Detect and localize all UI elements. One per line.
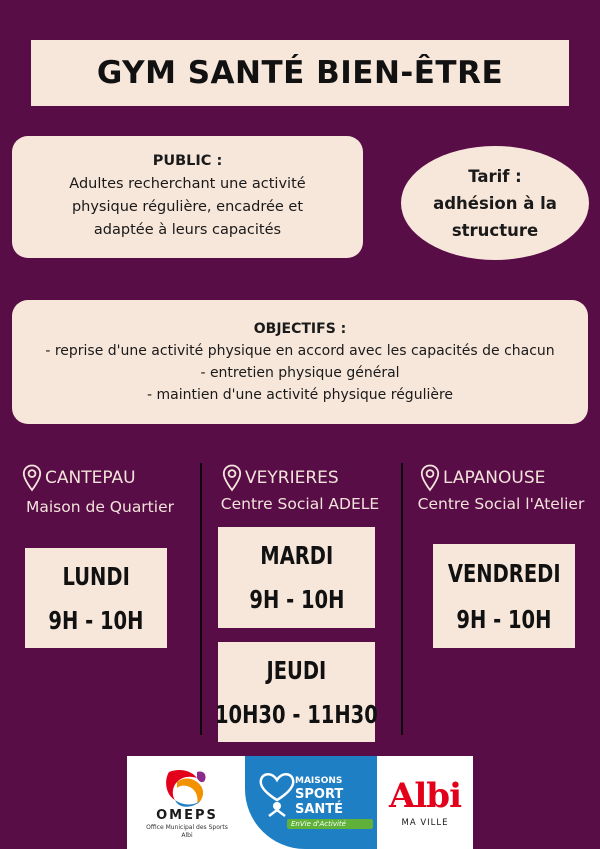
location-name: LAPANOUSE bbox=[443, 468, 546, 488]
location-veyrieres bbox=[222, 464, 339, 492]
tarif-line: adhésion à la bbox=[433, 193, 557, 213]
public-line: physique régulière, encadrée et bbox=[71, 199, 304, 215]
albi-sub: MA VILLE bbox=[401, 818, 449, 828]
public-line: Adultes recherchant une activité bbox=[69, 176, 306, 192]
albi-name: Albi bbox=[389, 776, 461, 816]
tarif-line: structure bbox=[451, 220, 539, 240]
objectifs-line: - entretien physique général bbox=[200, 365, 400, 381]
session-day: MARDI bbox=[260, 540, 333, 570]
session-time: 10H30 - 11H30 bbox=[215, 699, 378, 729]
public-heading: PUBLIC : bbox=[152, 153, 223, 169]
location-place: Maison de Quartier bbox=[26, 498, 174, 516]
location-pin-icon bbox=[420, 464, 440, 492]
session-time: 9H - 10H bbox=[48, 605, 144, 635]
location-place: Centre Social l'Atelier bbox=[417, 495, 585, 513]
omeps-city: Albi bbox=[181, 832, 193, 839]
tarif-oval bbox=[401, 146, 589, 260]
location-pin-icon bbox=[22, 464, 42, 492]
location-cantepau bbox=[22, 464, 136, 492]
session-day: VENDREDI bbox=[447, 558, 561, 588]
location-lapanouse bbox=[420, 464, 545, 492]
omeps-emblem-icon bbox=[161, 766, 211, 808]
objectifs-box bbox=[12, 300, 588, 424]
session-box-vendredi bbox=[433, 544, 575, 648]
session-day: LUNDI bbox=[62, 561, 130, 591]
session-day: JEUDI bbox=[266, 655, 327, 685]
location-name: CANTEPAU bbox=[45, 468, 136, 488]
maisons-sport-sante-logo bbox=[245, 756, 377, 849]
tarif-line: Tarif : bbox=[468, 166, 522, 186]
location-name: VEYRIERES bbox=[245, 468, 339, 488]
maisons-line2: SPORT bbox=[295, 787, 344, 802]
title-banner bbox=[31, 40, 569, 106]
partner-logos bbox=[127, 756, 473, 849]
session-time: 9H - 10H bbox=[248, 585, 345, 615]
maisons-line3: SANTÉ bbox=[295, 802, 344, 817]
public-box bbox=[12, 136, 363, 258]
session-box-jeudi bbox=[215, 642, 378, 742]
location-place: Centre Social ADELE bbox=[220, 495, 380, 513]
location-pin-icon bbox=[222, 464, 242, 492]
objectifs-line: - reprise d'une activité physique en accord avec les capacités de chacun bbox=[45, 343, 555, 359]
maisons-line1: MAISONS bbox=[295, 776, 343, 786]
omeps-logo bbox=[127, 756, 247, 849]
omeps-name: OMEPS bbox=[156, 808, 218, 823]
omeps-sub: Office Municipal des Sports bbox=[146, 824, 228, 831]
session-box-mardi bbox=[218, 527, 375, 628]
public-line: adaptée à leurs capacités bbox=[93, 222, 282, 238]
page-title: GYM SANTÉ BIEN-ÊTRE bbox=[96, 55, 504, 91]
objectifs-line: - maintien d'une activité physique régulière bbox=[146, 387, 454, 403]
maisons-tag: EnVie d'Activité bbox=[287, 819, 373, 829]
albi-logo bbox=[377, 756, 473, 849]
objectifs-heading: OBJECTIFS : bbox=[253, 321, 347, 337]
session-time: 9H - 10H bbox=[456, 604, 552, 634]
heart-figure-icon bbox=[257, 766, 297, 822]
session-box-lundi bbox=[25, 548, 167, 648]
